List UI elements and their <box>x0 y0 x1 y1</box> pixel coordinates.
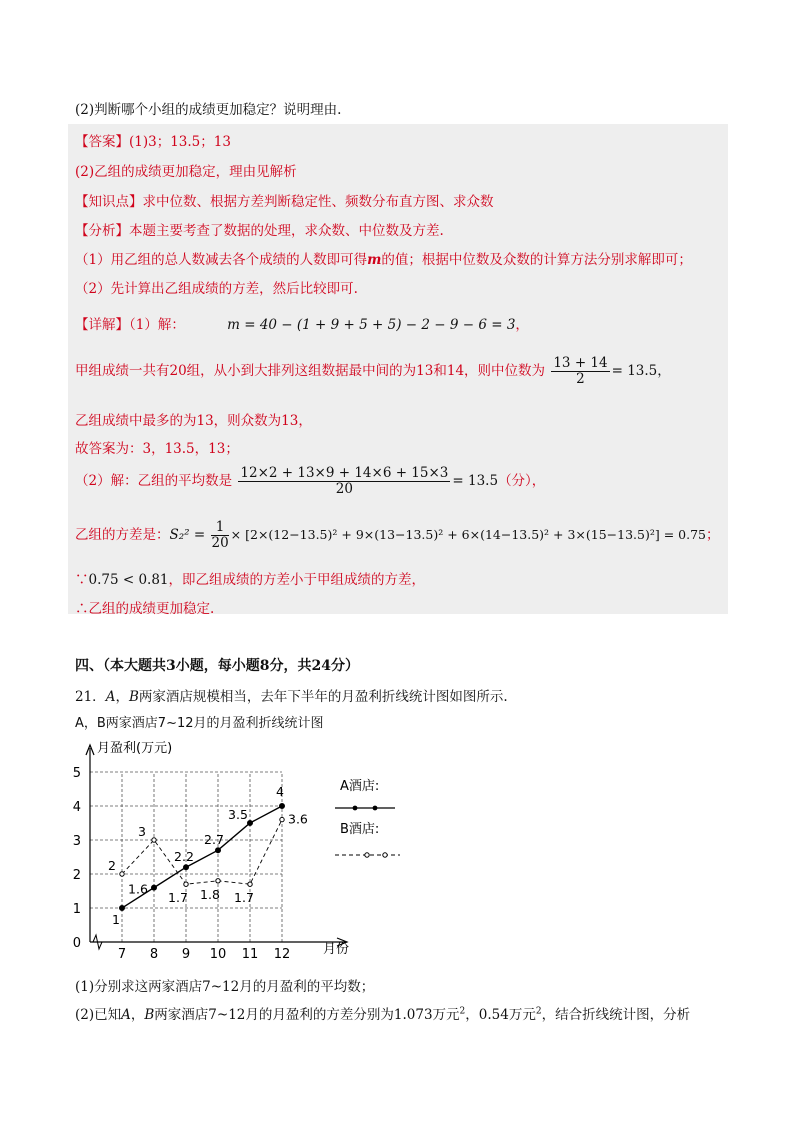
question-21-sep: ， <box>115 689 129 705</box>
median-text: 甲组成绩一共有20组，从小到大排列这组数据最中间的为13和14，则中位数为 <box>75 363 546 379</box>
median-fraction <box>551 356 609 387</box>
variance-fraction-den: 20 <box>211 535 229 551</box>
sub2-f: 7~12 <box>208 1007 246 1023</box>
series-b-point <box>280 817 284 821</box>
series-b-point <box>152 838 156 842</box>
x-tick-label: 11 <box>241 947 259 962</box>
series-b-data-label: 1.7 <box>168 890 188 906</box>
compare-text: ，即乙组成绩的方差小于甲组成绩的方差， <box>168 572 426 588</box>
legend-a-label: A酒店: <box>340 779 380 794</box>
variance-lhs: S₂² = <box>169 527 206 543</box>
series-a-point <box>216 848 221 853</box>
variance-tail: ； <box>706 527 720 543</box>
chart-series <box>108 784 308 927</box>
series-b-point <box>184 882 188 886</box>
series-a-data-label: 3.5 <box>228 807 248 822</box>
series-a-data-label: 1.6 <box>128 881 148 897</box>
series-b-point <box>120 872 124 876</box>
x-tick-label: 8 <box>149 947 159 962</box>
chart-axes <box>72 745 350 962</box>
analysis-step-1-a: （1）用乙组的总人数减去各个成绩的人数即可得 <box>75 252 368 268</box>
mean-line <box>75 466 545 497</box>
y-tick-label: 5 <box>72 766 81 781</box>
sub2-a: (2)已知 <box>75 1007 122 1023</box>
mean-fraction-den: 20 <box>335 481 353 497</box>
series-a-point <box>248 821 253 826</box>
y-tick-label: 2 <box>72 868 81 883</box>
detail-line-1 <box>75 313 529 333</box>
series-a-data-label: 1 <box>112 912 120 927</box>
series-a-point <box>152 885 157 890</box>
series-a-data-label: 2.7 <box>204 832 224 848</box>
analysis-step-1 <box>75 248 692 268</box>
variance-body: × [2×(12−13.5)² + 9×(13−13.5)² + 6×(14−13.5)² + 3×(15−13.5)²] = 0.75 <box>230 527 706 542</box>
sub-question-2 <box>75 1003 690 1023</box>
question-21 <box>75 685 508 705</box>
series-b-data-label: 1.7 <box>234 890 254 906</box>
series-b-line <box>122 820 282 885</box>
variance-line <box>75 520 720 551</box>
knowledge-line <box>75 190 494 210</box>
series-a-data-label: 2.2 <box>174 849 194 865</box>
y-tick-label: 4 <box>72 800 81 815</box>
sub2-g: 月的月盈利的方差分别为1.073万元 <box>245 1007 460 1023</box>
sub2-c: ， <box>130 1007 145 1023</box>
knowledge-label: 【知识点】 <box>75 194 143 210</box>
median-fraction-den: 2 <box>576 371 585 387</box>
variance-fraction-num: 1 <box>211 520 228 536</box>
m-equation: m = 40 − (1 + 9 + 5 + 5) − 2 − 9 − 6 = 3 <box>227 317 516 333</box>
series-b-data-label: 1.8 <box>200 886 220 902</box>
legend-b-point <box>365 853 369 857</box>
variance-fraction <box>211 520 228 551</box>
series-b-point <box>248 882 252 886</box>
x-tick-label: 10 <box>209 947 227 962</box>
median-fraction-num: 13 + 14 <box>553 355 608 371</box>
question-21-text: 两家酒店规模相当，去年下半年的月盈利折线统计图如图所示. <box>138 689 508 705</box>
y-axis-label: 月盈利(万元) <box>97 741 173 756</box>
legend-b-point <box>383 853 387 857</box>
because-symbol: ∵ <box>75 572 89 588</box>
sub2-i: ，0.54万元 <box>465 1007 536 1023</box>
legend-a-point <box>353 806 358 811</box>
sub-question-1: (1)分别求这两家酒店7~12月的月盈利的平均数； <box>75 979 375 995</box>
m-equation-tail: ， <box>515 317 529 333</box>
mean-result: = 13.5 <box>452 473 499 489</box>
mode-line: 乙组成绩中最多的为13，则众数为13， <box>75 413 312 429</box>
analysis-step-1-var: m <box>367 252 382 268</box>
sub2-e: 两家酒店 <box>154 1007 209 1023</box>
chart-legend <box>335 778 400 857</box>
sub2-j: 2 <box>535 1006 542 1017</box>
section-4-title: 四、（本大题共3小题，每小题8分，共24分） <box>75 658 359 674</box>
series-a-point <box>184 865 189 870</box>
question-21-b: B <box>128 689 139 705</box>
legend-a-point <box>373 806 378 811</box>
median-result: = 13.5， <box>611 363 671 379</box>
series-a-point <box>120 906 125 911</box>
analysis-line <box>75 219 444 239</box>
answer-label: 【答案】 <box>75 134 129 150</box>
series-a-data-label: 4 <box>276 784 284 799</box>
mean-fraction-num: 12×2 + 13×9 + 14×6 + 15×3 <box>240 465 449 481</box>
compare-line <box>75 568 425 588</box>
sub2-k: ，结合折线统计图，分析 <box>541 1007 691 1023</box>
x-axis-label: 月份 <box>323 942 350 957</box>
question-21-number: 21． <box>75 689 106 705</box>
knowledge-text: 求中位数、根据方差判断稳定性、频数分布直方图、求众数 <box>142 194 494 210</box>
y-tick-label: 0 <box>72 936 81 951</box>
sub2-d: B <box>144 1007 155 1023</box>
mean-unit: （分）， <box>498 473 546 489</box>
mean-fraction <box>238 466 450 497</box>
x-tick-label: 7 <box>117 947 127 962</box>
detail-intro: （1）解： <box>129 317 185 333</box>
median-line <box>75 356 671 387</box>
series-b-point <box>216 879 220 883</box>
compare-math: 0.75 < 0.81 <box>88 572 169 588</box>
series-b-data-label: 3.6 <box>288 811 308 827</box>
x-tick-label: 12 <box>273 947 291 962</box>
question-21-a: A <box>105 689 116 705</box>
legend-b-label: B酒店: <box>340 822 380 837</box>
analysis-label: 【分析】 <box>75 223 129 239</box>
variance-text: 乙组的方差是： <box>75 527 170 543</box>
analysis-text: 本题主要考查了数据的处理，求众数、中位数及方差. <box>129 223 444 239</box>
chart-title: A，B两家酒店7~12月的月盈利折线统计图 <box>75 716 324 731</box>
y-tick-label: 3 <box>72 834 81 849</box>
sub2-b: A <box>121 1007 131 1023</box>
y-tick-label: 1 <box>72 902 81 917</box>
series-b-data-label: 3 <box>138 824 146 839</box>
series-a-point <box>280 804 285 809</box>
series-b-data-label: 2 <box>108 858 116 873</box>
analysis-step-1-b: 的值；根据中位数及众数的计算方法分别求解即可； <box>381 252 692 268</box>
analysis-step-2: （2）先计算出乙组成绩的方差，然后比较即可. <box>75 281 358 297</box>
sub2-h: 2 <box>459 1006 466 1017</box>
detail-label: 【详解】 <box>75 317 129 333</box>
answer-part1: (1)3；13.5；13 <box>129 134 231 150</box>
result-1-line: 故答案为：3，13.5，13； <box>75 441 239 457</box>
mean-text: （2）解：乙组的平均数是 <box>75 473 233 489</box>
question-2-prompt: (2)判断哪个小组的成绩更加稳定？说明理由. <box>75 102 342 118</box>
x-tick-label: 9 <box>181 947 191 962</box>
line-chart <box>0 728 800 968</box>
answer-line-1 <box>75 130 231 150</box>
answer-part2: (2)乙组的成绩更加稳定，理由见解析 <box>75 164 297 180</box>
conclusion-line: ∴乙组的成绩更加稳定. <box>75 601 215 617</box>
